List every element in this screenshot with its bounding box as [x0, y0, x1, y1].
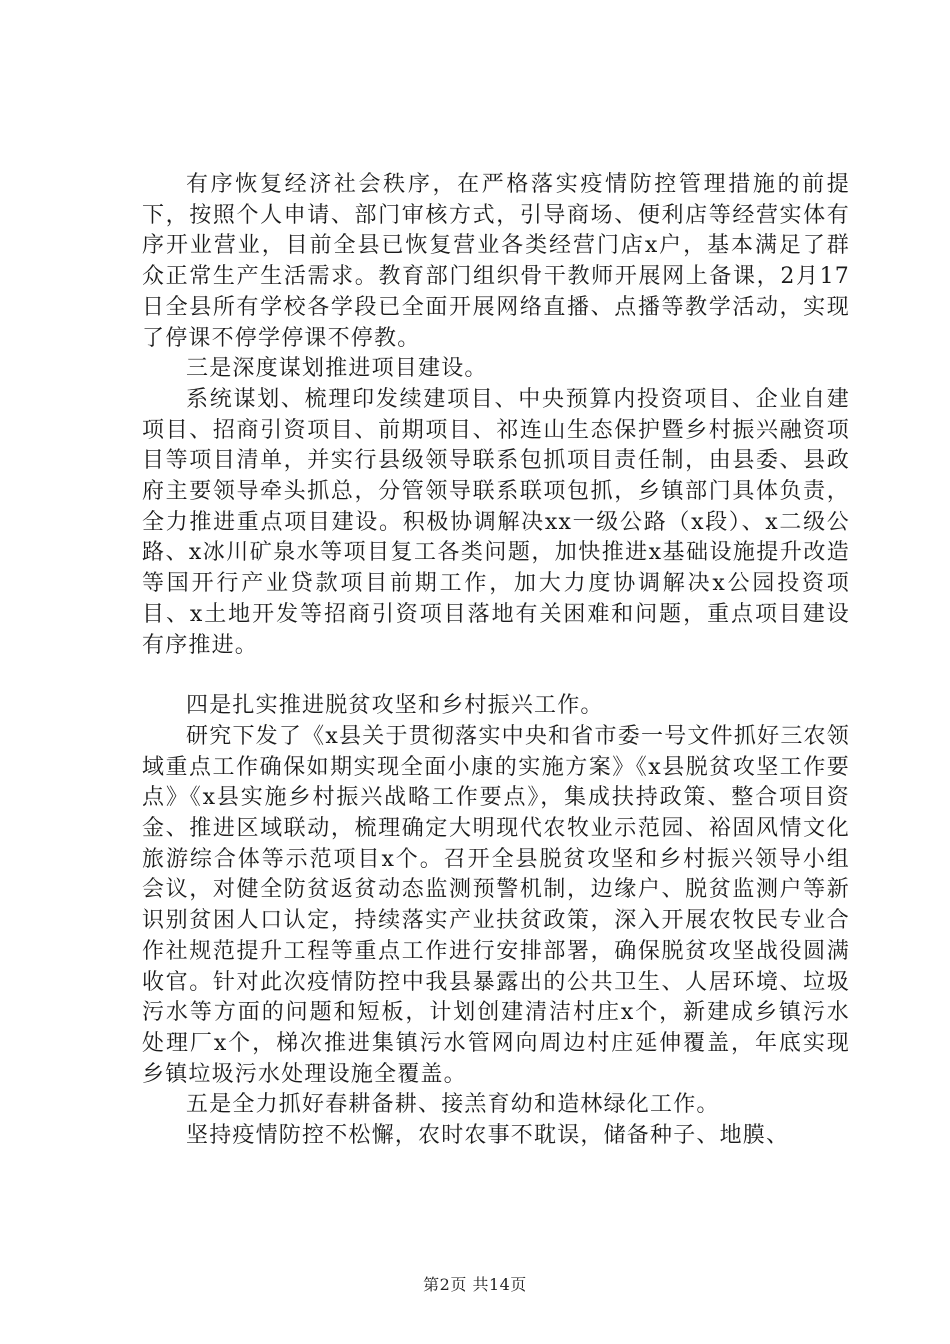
heading-poverty-alleviation: 四是扎实推进脱贫攻坚和乡村振兴工作。: [186, 693, 604, 719]
paragraph-economic-order: 有序恢复经济社会秩序，在严格落实疫情防控管理措施的前提下，按照个人申请、部门审核方式，引导商场、便利店等经营实体有序开业营业，目前全县已恢复营业各类经营门店x户，基本满足了群众正常生产生活需求。教育部门组织骨干教师开展网上备课，2月17日全县所有学校各学段已全面开展网络直播、点播等教学活动，实现了停课不停学停课不停教。: [142, 172, 850, 351]
heading-project-construction: 三是深度谋划推进项目建设。: [186, 356, 488, 382]
heading-spring-farming: 五是全力抓好春耕备耕、接羔育幼和造林绿化工作。: [186, 1092, 720, 1118]
paragraph-spring-farming: 坚持疫情防控不松懈，农时农事不耽误，储备种子、地膜、: [186, 1123, 790, 1149]
document-body: [142, 170, 850, 1152]
paragraph-poverty-alleviation: 研究下发了《x县关于贯彻落实中央和省市委一号文件抓好三农领域重点工作确保如期实现全面小康的实施方案》《x县脱贫攻坚工作要点》《x县实施乡村振兴战略工作要点》，集成扶持政策、整合项目资金、推进区域联动，梳理确定大明现代农牧业示范园、裕固风情文化旅游综合体等示范项目x个。召开全县脱贫攻坚和乡村振兴领导小组会议，对健全防贫返贫动态监测预警机制，边缘户、脱贫监测户等新识别贫困人口认定，持续落实产业扶贫政策，深入开展农牧民专业合作社规范提升工程等重点工作进行安排部署，确保脱贫攻坚战役圆满收官。针对此次疫情防控中我县暴露出的公共卫生、人居环境、垃圾污水等方面的问题和短板，计划创建清洁村庄x个，新建成乡镇污水处理厂x个，梯次推进集镇污水管网向周边村庄延伸覆盖，年底实现乡镇垃圾污水处理设施全覆盖。: [142, 723, 850, 1087]
page-footer: 第2页 共14页: [423, 1275, 527, 1294]
paragraph-project-construction: 系统谋划、梳理印发续建项目、中央预算内投资项目、企业自建项目、招商引资项目、前期项目、祁连山生态保护暨乡村振兴融资项目等项目清单，并实行县级领导联系包抓项目责任制，由县委、县政府主要领导牵头抓总，分管领导联系联项包抓，乡镇部门具体负责，全力推进重点项目建设。积极协调解决xx一级公路（x段）、x二级公路、x冰川矿泉水等项目复工各类问题，加快推进x基础设施提升改造等国开行产业贷款项目前期工作，加大力度协调解决x公园投资项目、x土地开发等招商引资项目落地有关困难和问题，重点项目建设有序推进。: [142, 386, 850, 658]
